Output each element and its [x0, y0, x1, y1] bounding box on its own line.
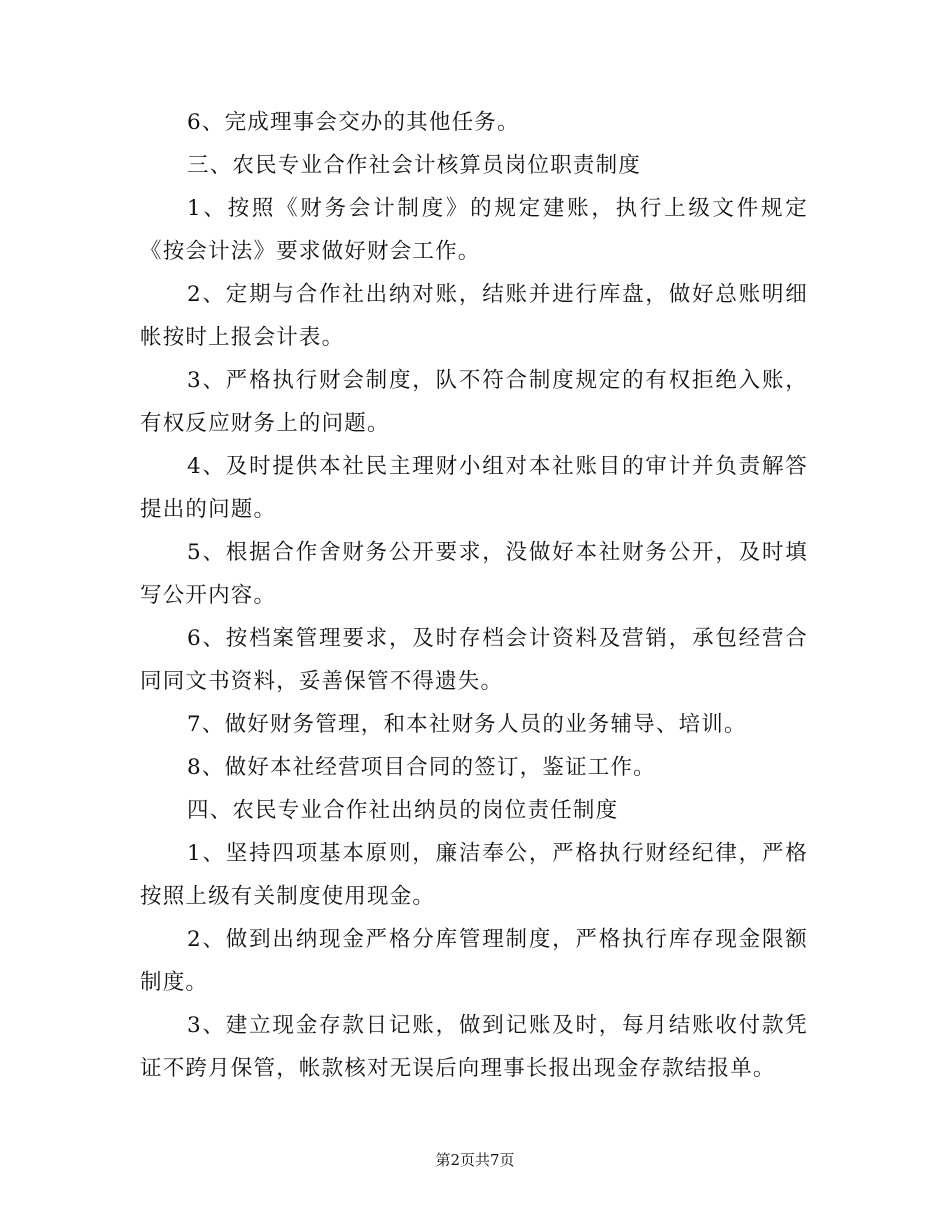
- paragraph-6: 4、及时提供本社民主理财小组对本社账目的审计并负责解答提出的问题。: [140, 454, 808, 522]
- paragraph-9: 7、做好财务管理，和本社财务人员的业务辅导、培训。: [187, 712, 747, 737]
- page-number-footer: 第2页共7页: [435, 1151, 515, 1169]
- paragraph-10: 8、做好本社经营项目合同的签订，鉴证工作。: [187, 755, 656, 780]
- paragraph-13: 2、做到出纳现金严格分库管理制度，严格执行库存现金限额制度。: [140, 927, 808, 995]
- section-heading-4: 四、农民专业合作社出纳员的岗位责任制度: [187, 798, 619, 823]
- paragraph-12: 1、坚持四项基本原则，廉洁奉公，严格执行财经纪律，严格按照上级有关制度使用现金。: [140, 841, 808, 909]
- paragraph-1: 6、完成理事会交办的其他任务。: [187, 110, 520, 135]
- paragraph-5: 3、严格执行财会制度，队不符合制度规定的有权拒绝入账，有权反应财务上的问题。: [140, 368, 808, 436]
- section-heading-3: 三、农民专业合作社会计核算员岗位职责制度: [187, 153, 642, 178]
- paragraph-3: 1、按照《财务会计制度》的规定建账，执行上级文件规定《按会计法》要求做好财会工作。: [140, 196, 808, 264]
- paragraph-7: 5、根据合作舍财务公开要求，没做好本社财务公开，及时填写公开内容。: [140, 540, 808, 608]
- paragraph-14: 3、建立现金存款日记账，做到记账及时，每月结账收付款凭证不跨月保管，帐款核对无误后向理事长报出现金存款结报单。: [140, 1013, 808, 1081]
- document-body: [140, 101, 808, 1090]
- paragraph-4: 2、定期与合作社出纳对账，结账并进行库盘，做好总账明细帐按时上报会计表。: [140, 282, 808, 350]
- paragraph-8: 6、按档案管理要求，及时存档会计资料及营销，承包经营合同同文书资料，妥善保管不得遗失。: [140, 626, 808, 694]
